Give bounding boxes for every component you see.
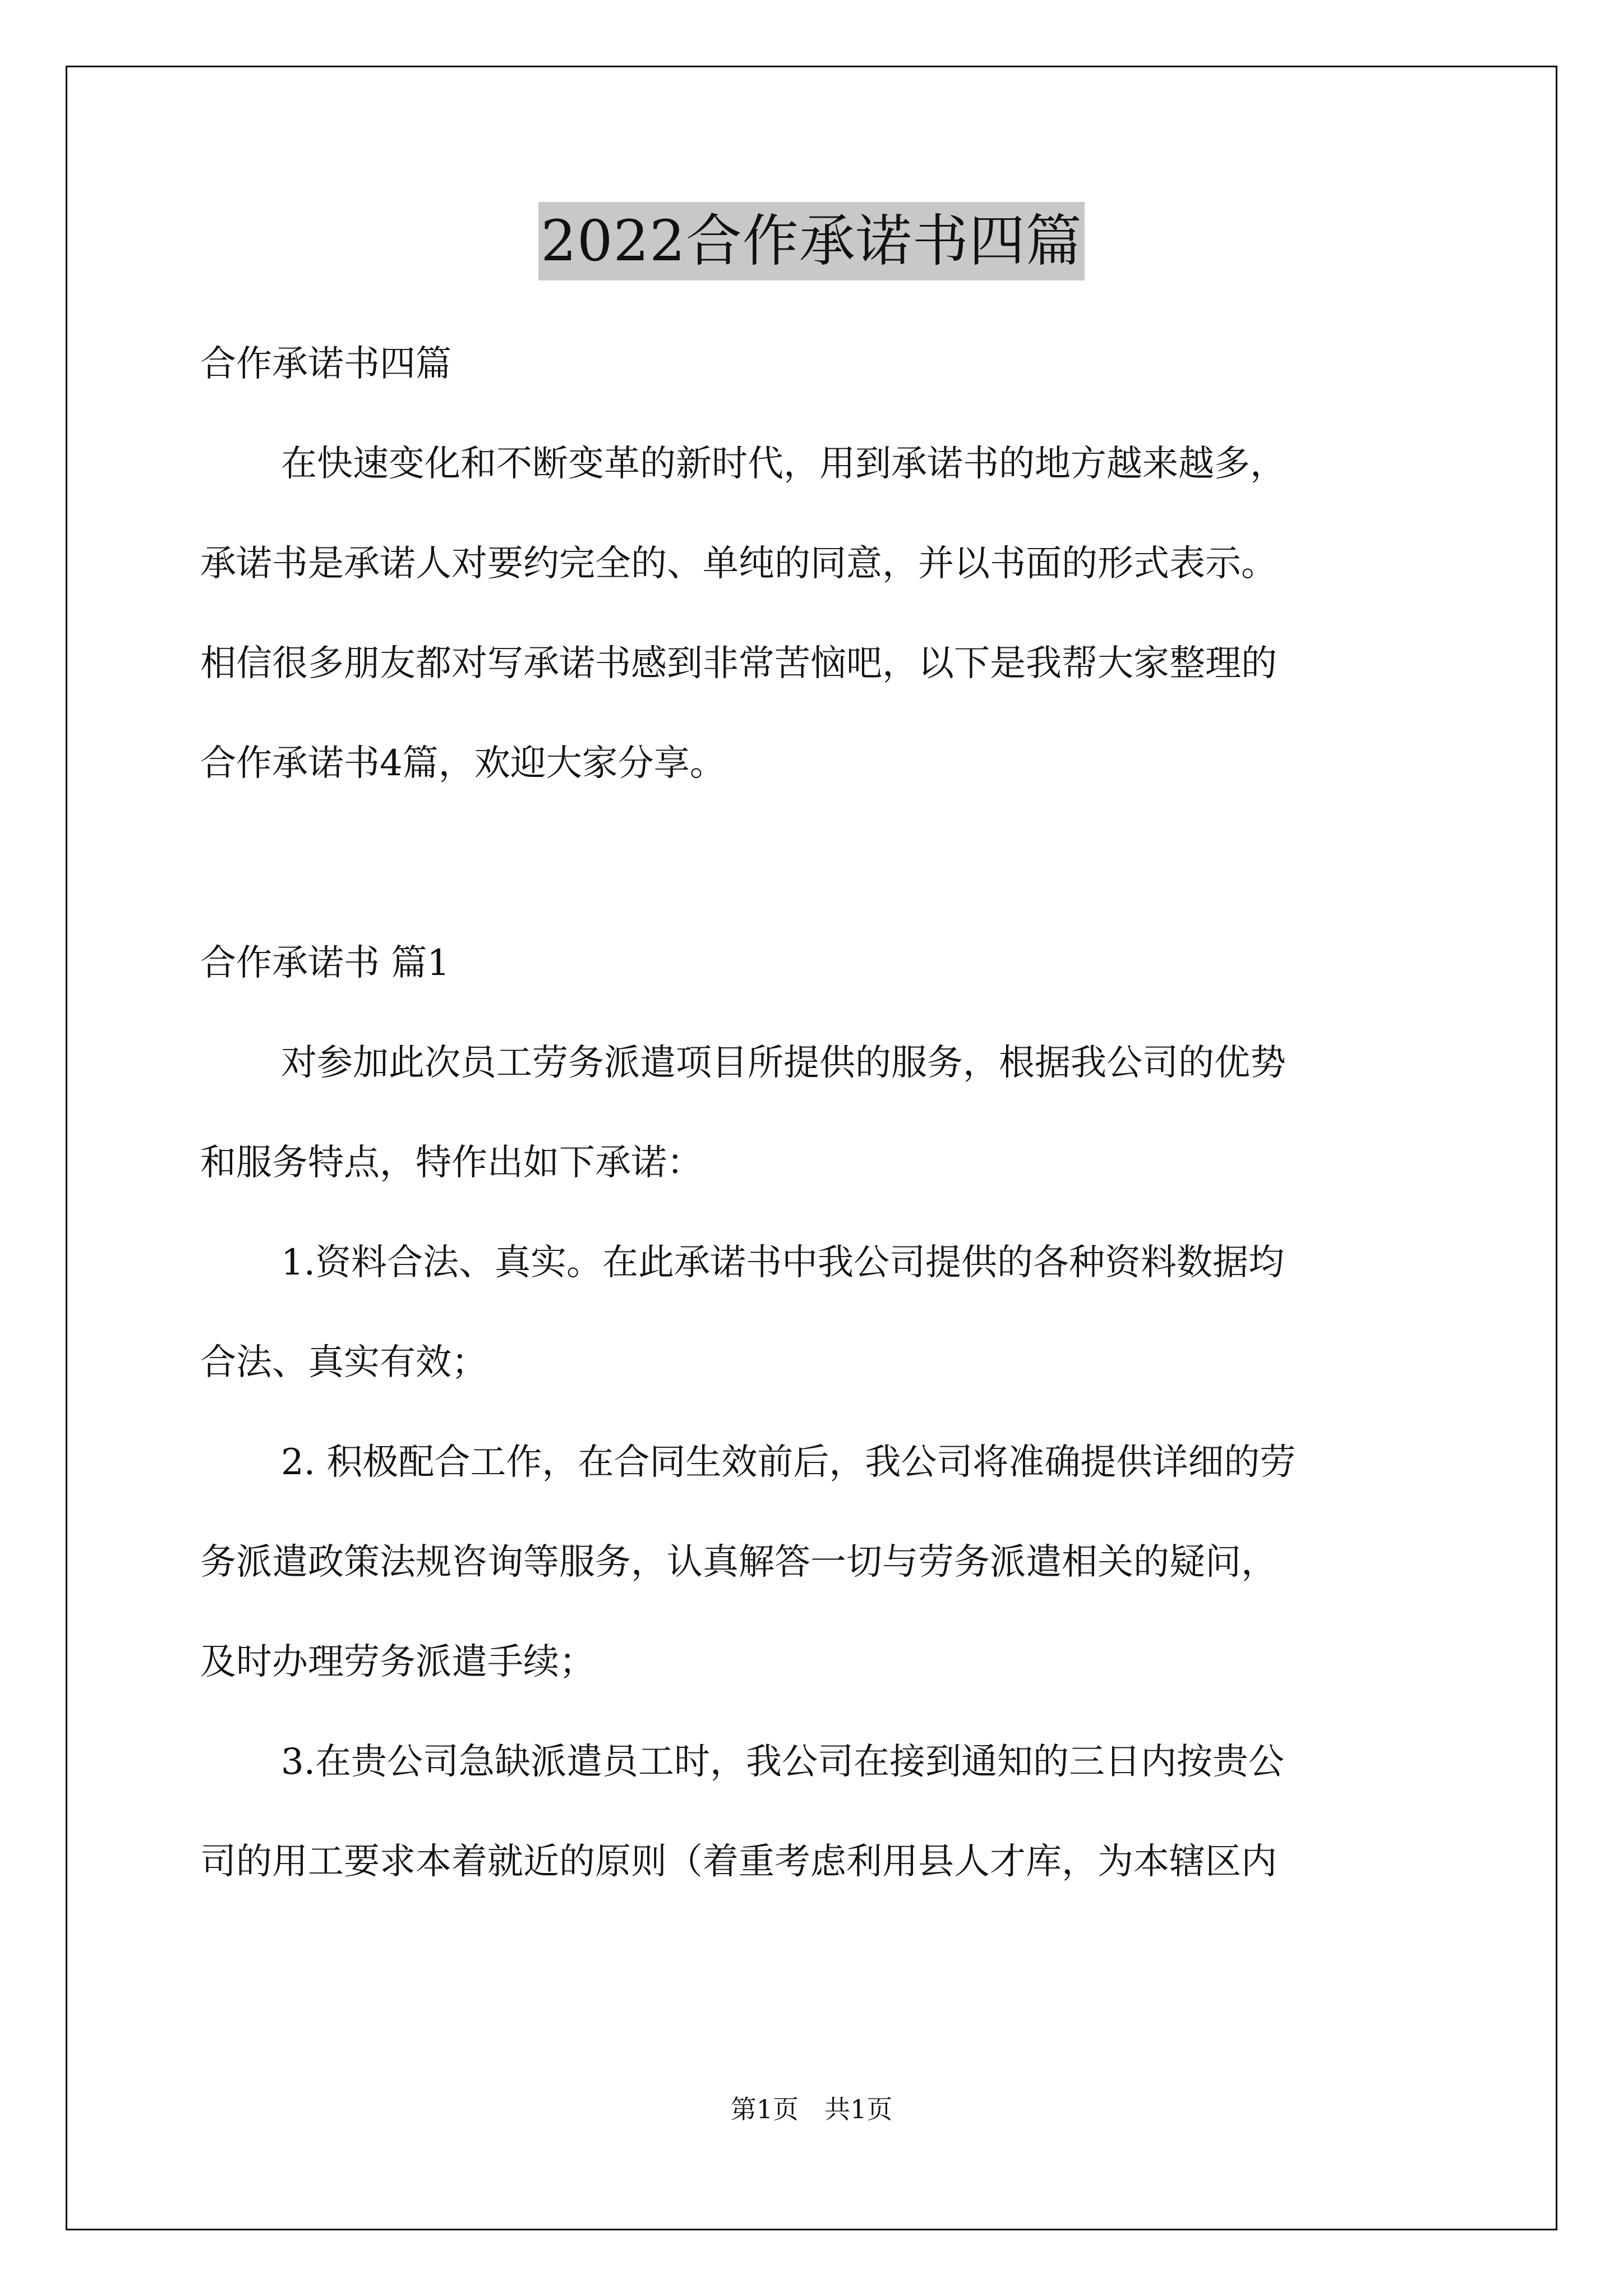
- body-line: 相信很多朋友都对写承诺书感到非常苦恼吧，以下是我帮大家整理的: [200, 643, 1277, 684]
- document-body: [200, 314, 1434, 1912]
- body-line: 合作承诺书4篇，欢迎大家分享。: [200, 743, 726, 784]
- body-line: 合法、真实有效；: [200, 1342, 487, 1383]
- body-line: 合作承诺书四篇: [200, 343, 451, 385]
- paragraph-gap: [200, 813, 1434, 913]
- section-heading: 合作承诺书 篇1: [200, 942, 450, 984]
- document-title: 2022合作承诺书四篇: [538, 202, 1085, 280]
- body-line: 3.在贵公司急缺派遣员工时，我公司在接到通知的三日内按贵公: [281, 1741, 1285, 1783]
- body-line: 及时办理劳务派遣手续；: [200, 1641, 595, 1683]
- body-line: 在快速变化和不断变革的新时代，用到承诺书的地方越来越多，: [281, 443, 1286, 485]
- body-line: 承诺书是承诺人对要约完全的、单纯的同意，并以书面的形式表示。: [200, 543, 1277, 585]
- body-line: 2. 积极配合工作，在合同生效前后，我公司将准确提供详细的劳: [281, 1442, 1296, 1483]
- body-line: 1.资料合法、真实。在此承诺书中我公司提供的各种资料数据均: [281, 1242, 1285, 1283]
- title-container: [0, 202, 1623, 280]
- page-footer: 第1页 共1页: [730, 2094, 893, 2124]
- body-line: 务派遣政策法规咨询等服务，认真解答一切与劳务派遣相关的疑问，: [200, 1542, 1277, 1583]
- body-line: 对参加此次员工劳务派遣项目所提供的服务，根据我公司的优势: [281, 1042, 1286, 1084]
- body-line: 司的用工要求本着就近的原则（着重考虑利用县人才库，为本辖区内: [200, 1841, 1277, 1883]
- body-line: 和服务特点，特作出如下承诺：: [200, 1142, 703, 1184]
